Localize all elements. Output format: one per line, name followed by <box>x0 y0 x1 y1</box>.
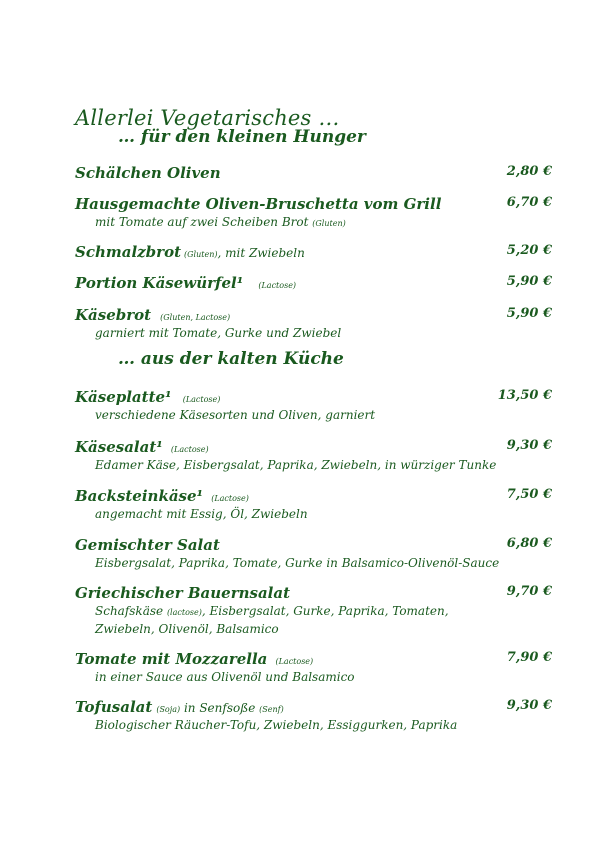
allergen-note: (Lactose) <box>182 395 221 404</box>
item-extra: , mit Zwiebeln <box>217 246 305 260</box>
menu-item <box>75 194 552 232</box>
item-price: 13,50 € <box>497 388 552 403</box>
item-description: garniert mit Tomate, Gurke und Zwiebel <box>95 326 342 340</box>
item-extra: in Senfsoße <box>180 701 260 715</box>
allergen-note: (Lactose) <box>275 657 314 666</box>
item-name: Käseplatte¹ <box>75 388 172 406</box>
item-description: Edamer Käse, Eisbergsalat, Paprika, Zwiebeln, in würziger Tunke <box>95 458 497 472</box>
allergen-note: (Lactose) <box>258 281 297 290</box>
menu-item <box>75 486 552 523</box>
menu-item <box>75 305 552 342</box>
item-name: Griechischer Bauernsalat <box>75 584 291 602</box>
item-price: 5,90 € <box>506 274 552 289</box>
menu-item <box>75 273 552 293</box>
section-heading-small-hunger: … für den kleinen Hunger <box>118 127 366 147</box>
item-price: 6,80 € <box>506 536 552 551</box>
menu-item <box>75 535 552 572</box>
item-name: Käsebrot <box>75 306 152 324</box>
item-description: verschiedene Käsesorten und Oliven, garniert <box>95 408 376 422</box>
allergen-note: (lactose) <box>166 608 202 617</box>
item-price: 9,70 € <box>506 584 552 599</box>
menu-item <box>75 697 552 734</box>
allergen-note: (Lactose) <box>211 494 249 503</box>
allergen-note: (Gluten) <box>312 219 346 228</box>
item-description: Biologischer Räucher-Tofu, Zwiebeln, Essiggurken, Paprika <box>95 718 458 732</box>
section-heading-cold-kitchen: … aus der kalten Küche <box>118 349 344 369</box>
menu-item <box>75 583 552 638</box>
item-name: Käsesalat¹ <box>75 438 163 456</box>
item-description <box>75 603 552 621</box>
item-price: 5,90 € <box>506 306 552 321</box>
item-name: Gemischter Salat <box>75 536 220 554</box>
menu-title: Allerlei Vegetarisches … <box>75 106 340 130</box>
item-name: Tomate mit Mozzarella <box>75 650 268 668</box>
allergen-note: (Senf) <box>259 705 284 714</box>
item-description-line-2: Zwiebeln, Olivenöl, Balsamico <box>95 622 279 636</box>
allergen-note: (Lactose) <box>170 445 209 454</box>
item-description: angemacht mit Essig, Öl, Zwiebeln <box>95 507 308 521</box>
menu-item <box>75 387 552 424</box>
allergen-note: (Gluten, Lactose) <box>160 313 231 322</box>
item-price: 6,70 € <box>506 195 552 210</box>
item-description-text: Schafskäse <box>95 604 164 618</box>
item-price: 5,20 € <box>506 243 552 258</box>
allergen-note: (Soja) <box>156 705 181 714</box>
item-price: 9,30 € <box>506 438 552 453</box>
item-name: Portion Käsewürfel¹ <box>75 274 244 292</box>
item-price: 7,90 € <box>506 650 552 665</box>
item-name: Hausgemachte Oliven-Bruschetta vom Grill <box>75 195 442 213</box>
item-name: Schälchen Oliven <box>75 164 221 182</box>
item-description: in einer Sauce aus Olivenöl und Balsamico <box>95 670 355 684</box>
item-price: 2,80 € <box>506 164 552 179</box>
menu-item <box>75 649 552 686</box>
item-price: 7,50 € <box>506 487 552 502</box>
item-description <box>75 214 552 232</box>
item-price: 9,30 € <box>506 698 552 713</box>
item-description-text: mit Tomate auf zwei Scheiben Brot <box>95 215 309 229</box>
item-name: Tofusalat <box>75 698 153 716</box>
item-description: Eisbergsalat, Paprika, Tomate, Gurke in Balsamico-Olivenöl-Sauce <box>95 556 500 570</box>
item-name: Schmalzbrot <box>75 243 182 261</box>
menu-item <box>75 242 552 262</box>
menu-item <box>75 437 552 474</box>
item-name: Backsteinkäse¹ <box>75 487 204 505</box>
menu-item <box>75 163 552 183</box>
allergen-note: (Gluten) <box>184 250 218 259</box>
item-description-text: , Eisbergsalat, Gurke, Paprika, Tomaten, <box>201 604 449 618</box>
